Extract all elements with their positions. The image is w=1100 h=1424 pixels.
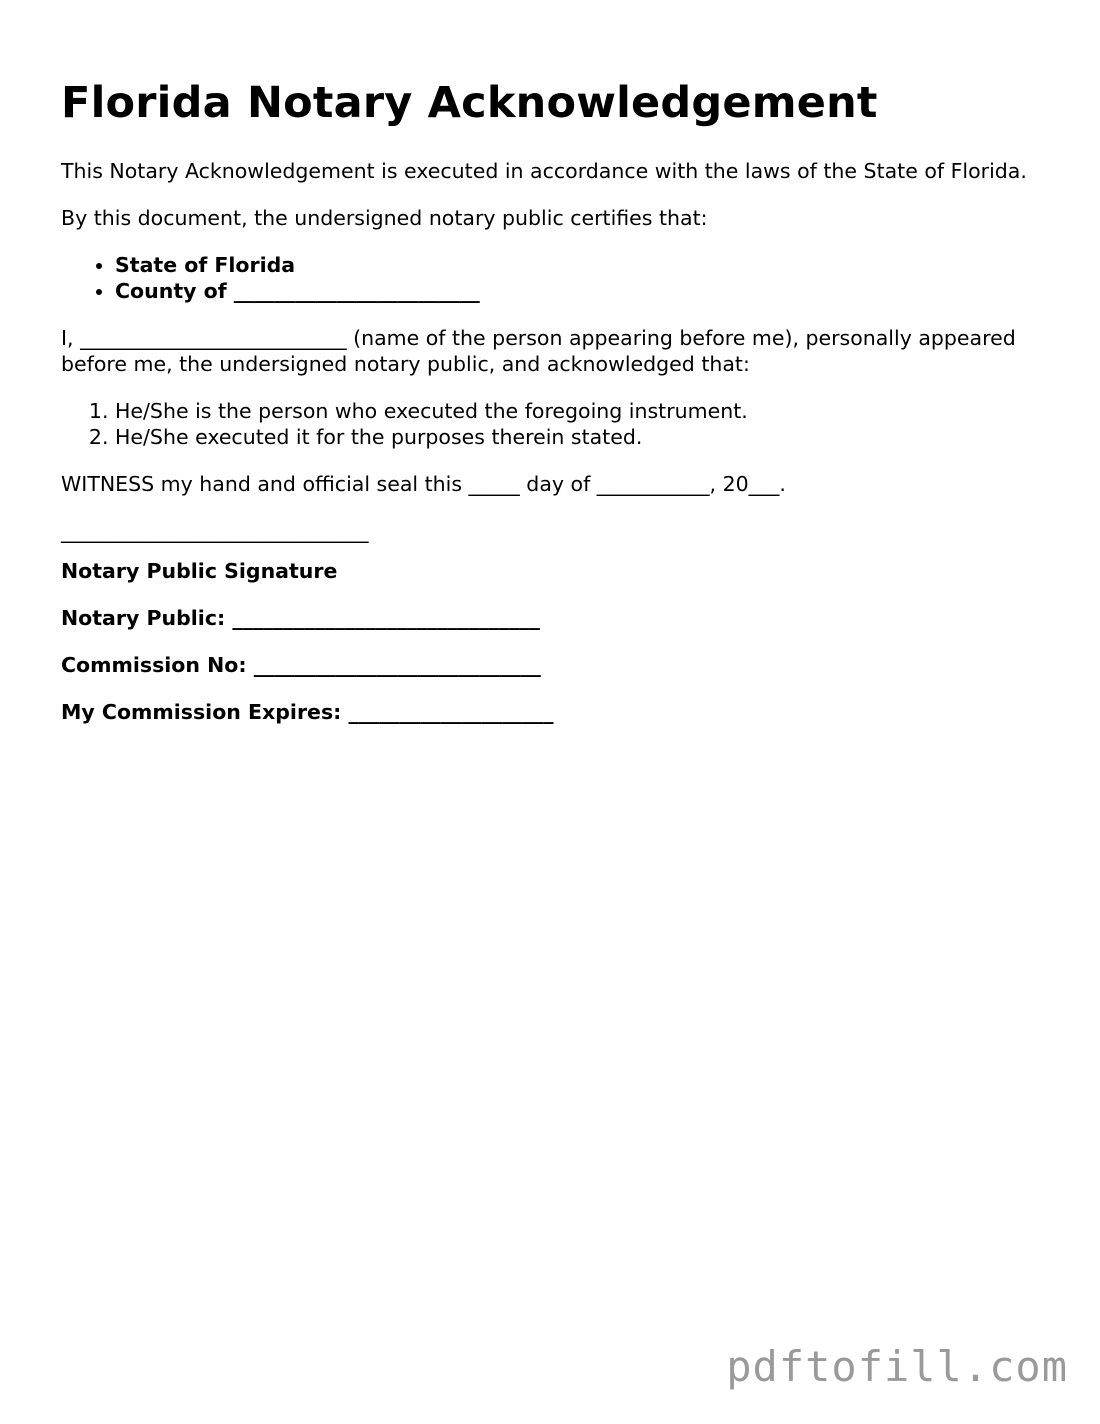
signature-label: Notary Public Signature bbox=[61, 559, 338, 583]
watermark: pdftofill.com bbox=[726, 1342, 1068, 1391]
intro-paragraph: This Notary Acknowledgement is executed in accordance with the laws of the State of Florida. bbox=[61, 159, 1027, 183]
certify-paragraph: By this document, the undersigned notary public certifies that: bbox=[61, 206, 708, 230]
venue-state: • State of Florida bbox=[115, 252, 1041, 278]
commission-expires-field: My Commission Expires: ____________________ bbox=[61, 700, 554, 724]
appearance-paragraph: I, __________________________ (name of the person appearing before me), personally appeared before me, the undersigned notary public, and acknowledged that: bbox=[61, 326, 1016, 376]
commission-number-field: Commission No: ____________________________ bbox=[61, 653, 541, 677]
document-title: Florida Notary Acknowledgement bbox=[61, 78, 878, 128]
acknowledgement-item: 1. He/She is the person who executed the foregoing instrument. bbox=[115, 398, 1041, 424]
signature-line: ______________________________ bbox=[61, 519, 369, 543]
venue-list bbox=[61, 252, 1041, 304]
acknowledgement-item: 2. He/She executed it for the purposes therein stated. bbox=[115, 424, 1041, 450]
witness-paragraph: WITNESS my hand and official seal this _____ day of ___________, 20___. bbox=[61, 472, 786, 496]
acknowledgement-list bbox=[61, 398, 1041, 450]
document-page bbox=[61, 78, 1041, 746]
notary-public-field: Notary Public: ______________________________ bbox=[61, 606, 540, 630]
venue-county: • County of ________________________ bbox=[115, 278, 1041, 304]
